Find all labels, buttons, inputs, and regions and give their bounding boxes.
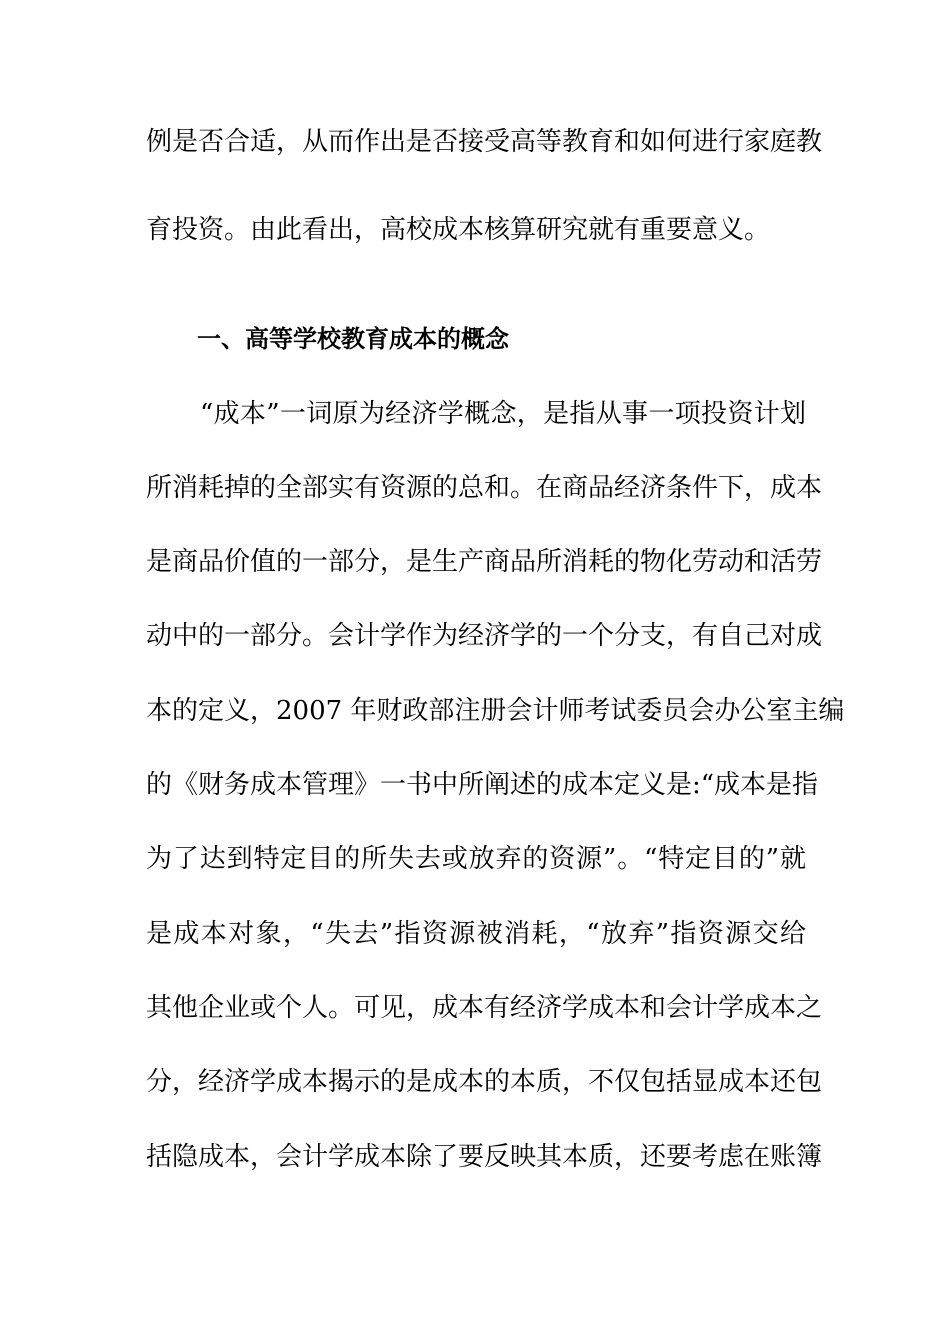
body-line-4: 动中的一部分。会计学作为经济学的一个分支，有自己对成 [146, 621, 823, 651]
body-line-2: 所消耗掉的全部实有资源的总和。在商品经济条件下，成本 [146, 473, 823, 503]
body-line-10: 分，经济学成本揭示的是成本的本质，不仅包括显成本还包 [146, 1067, 823, 1097]
section-heading: 一、高等学校教育成本的概念 [197, 325, 509, 353]
body-line-3: 是商品价值的一部分，是生产商品所消耗的物化劳动和活劳 [146, 547, 823, 577]
body-line-7: 为了达到特定目的所失去或放弃的资源”。“特定目的”就 [146, 844, 806, 874]
body-line-8: 是成本对象，“失去”指资源被消耗，“放弃”指资源交给 [146, 919, 806, 949]
body-line-1: “成本”一词原为经济学概念，是指从事一项投资计划 [200, 399, 806, 429]
body-line-9: 其他企业或个人。可见，成本有经济学成本和会计学成本之 [146, 993, 823, 1023]
body-line-11: 括隐成本，会计学成本除了要反映其本质，还要考虑在账簿 [146, 1142, 823, 1172]
body-line-6: 的《财务成本管理》一书中所阐述的成本定义是:“成本是指 [146, 770, 819, 800]
body-line-5: 本的定义，2007 年财政部注册会计师考试委员会办公室主编 [146, 696, 845, 726]
intro-line-1: 例是否合适，从而作出是否接受高等教育和如何进行家庭教 [146, 127, 823, 157]
intro-line-2: 育投资。由此看出，高校成本核算研究就有重要意义。 [146, 215, 771, 245]
